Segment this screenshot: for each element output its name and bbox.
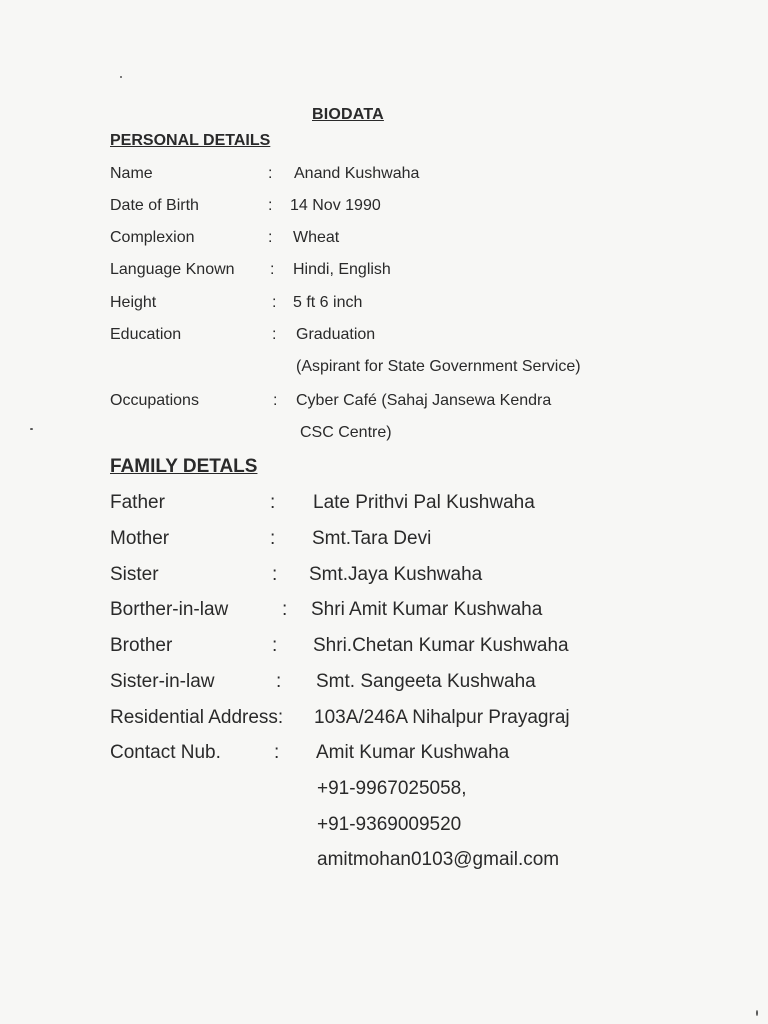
- row-value: Anand Kushwaha: [294, 165, 420, 182]
- row-value: +91-9967025058,: [317, 778, 467, 799]
- row-colon: :: [273, 392, 278, 409]
- row-value: Graduation: [296, 326, 376, 343]
- row-value: Smt.Tara Devi: [312, 528, 432, 549]
- row-label: Sister-in-law: [110, 671, 215, 692]
- row-value: +91-9369009520: [317, 814, 462, 835]
- row-value: Amit Kumar Kushwaha: [316, 742, 510, 763]
- row-colon: :: [268, 165, 273, 182]
- row-colon: :: [276, 671, 282, 692]
- row-colon: :: [268, 229, 273, 246]
- row-label: Language Known: [110, 261, 235, 278]
- row-colon: :: [270, 492, 276, 513]
- row-label: Occupations: [110, 392, 199, 409]
- row-value: (Aspirant for State Government Service): [296, 358, 581, 375]
- row-value: Shri Amit Kumar Kushwaha: [311, 599, 543, 620]
- row-label: Brother: [110, 635, 173, 656]
- row-colon: :: [270, 261, 275, 278]
- row-colon: :: [274, 742, 280, 763]
- row-label: Contact Nub.: [110, 742, 221, 763]
- row-value: Smt. Sangeeta Kushwaha: [316, 671, 536, 692]
- scan-speck: [756, 1010, 758, 1016]
- row-value: Late Prithvi Pal Kushwaha: [313, 492, 535, 513]
- row-colon: :: [272, 294, 277, 311]
- row-value: 103A/246A Nihalpur Prayagraj: [314, 707, 570, 728]
- row-value: Hindi, English: [293, 261, 391, 278]
- row-colon: :: [268, 197, 273, 214]
- row-label: Name: [110, 165, 153, 182]
- row-colon: :: [272, 326, 277, 343]
- row-value: Cyber Café (Sahaj Jansewa Kendra: [296, 392, 552, 409]
- document-title: BIODATA: [312, 106, 384, 123]
- row-colon: :: [270, 528, 276, 549]
- row-label: Height: [110, 294, 157, 311]
- row-colon: :: [272, 564, 278, 585]
- row-colon: :: [272, 635, 278, 656]
- row-label: Father: [110, 492, 165, 513]
- scan-speck: [30, 428, 33, 430]
- personal-details-heading: PERSONAL DETAILS: [110, 132, 271, 149]
- row-value: Shri.Chetan Kumar Kushwaha: [313, 635, 569, 656]
- row-label: Residential Address:: [110, 707, 284, 728]
- family-details-heading: FAMILY DETALS: [110, 456, 258, 477]
- row-value: Wheat: [293, 229, 340, 246]
- row-label: Complexion: [110, 229, 195, 246]
- row-value: 14 Nov 1990: [290, 197, 381, 214]
- scan-speck: [120, 76, 122, 78]
- row-label: Borther-in-law: [110, 599, 229, 620]
- row-value: Smt.Jaya Kushwaha: [309, 564, 483, 585]
- row-label: Sister: [110, 564, 159, 585]
- row-value: amitmohan0103@gmail.com: [317, 849, 560, 870]
- row-label: Mother: [110, 528, 170, 549]
- row-value: 5 ft 6 inch: [293, 294, 363, 311]
- row-label: Date of Birth: [110, 197, 199, 214]
- row-value: CSC Centre): [300, 424, 392, 441]
- row-colon: :: [282, 599, 288, 620]
- row-label: Education: [110, 326, 182, 343]
